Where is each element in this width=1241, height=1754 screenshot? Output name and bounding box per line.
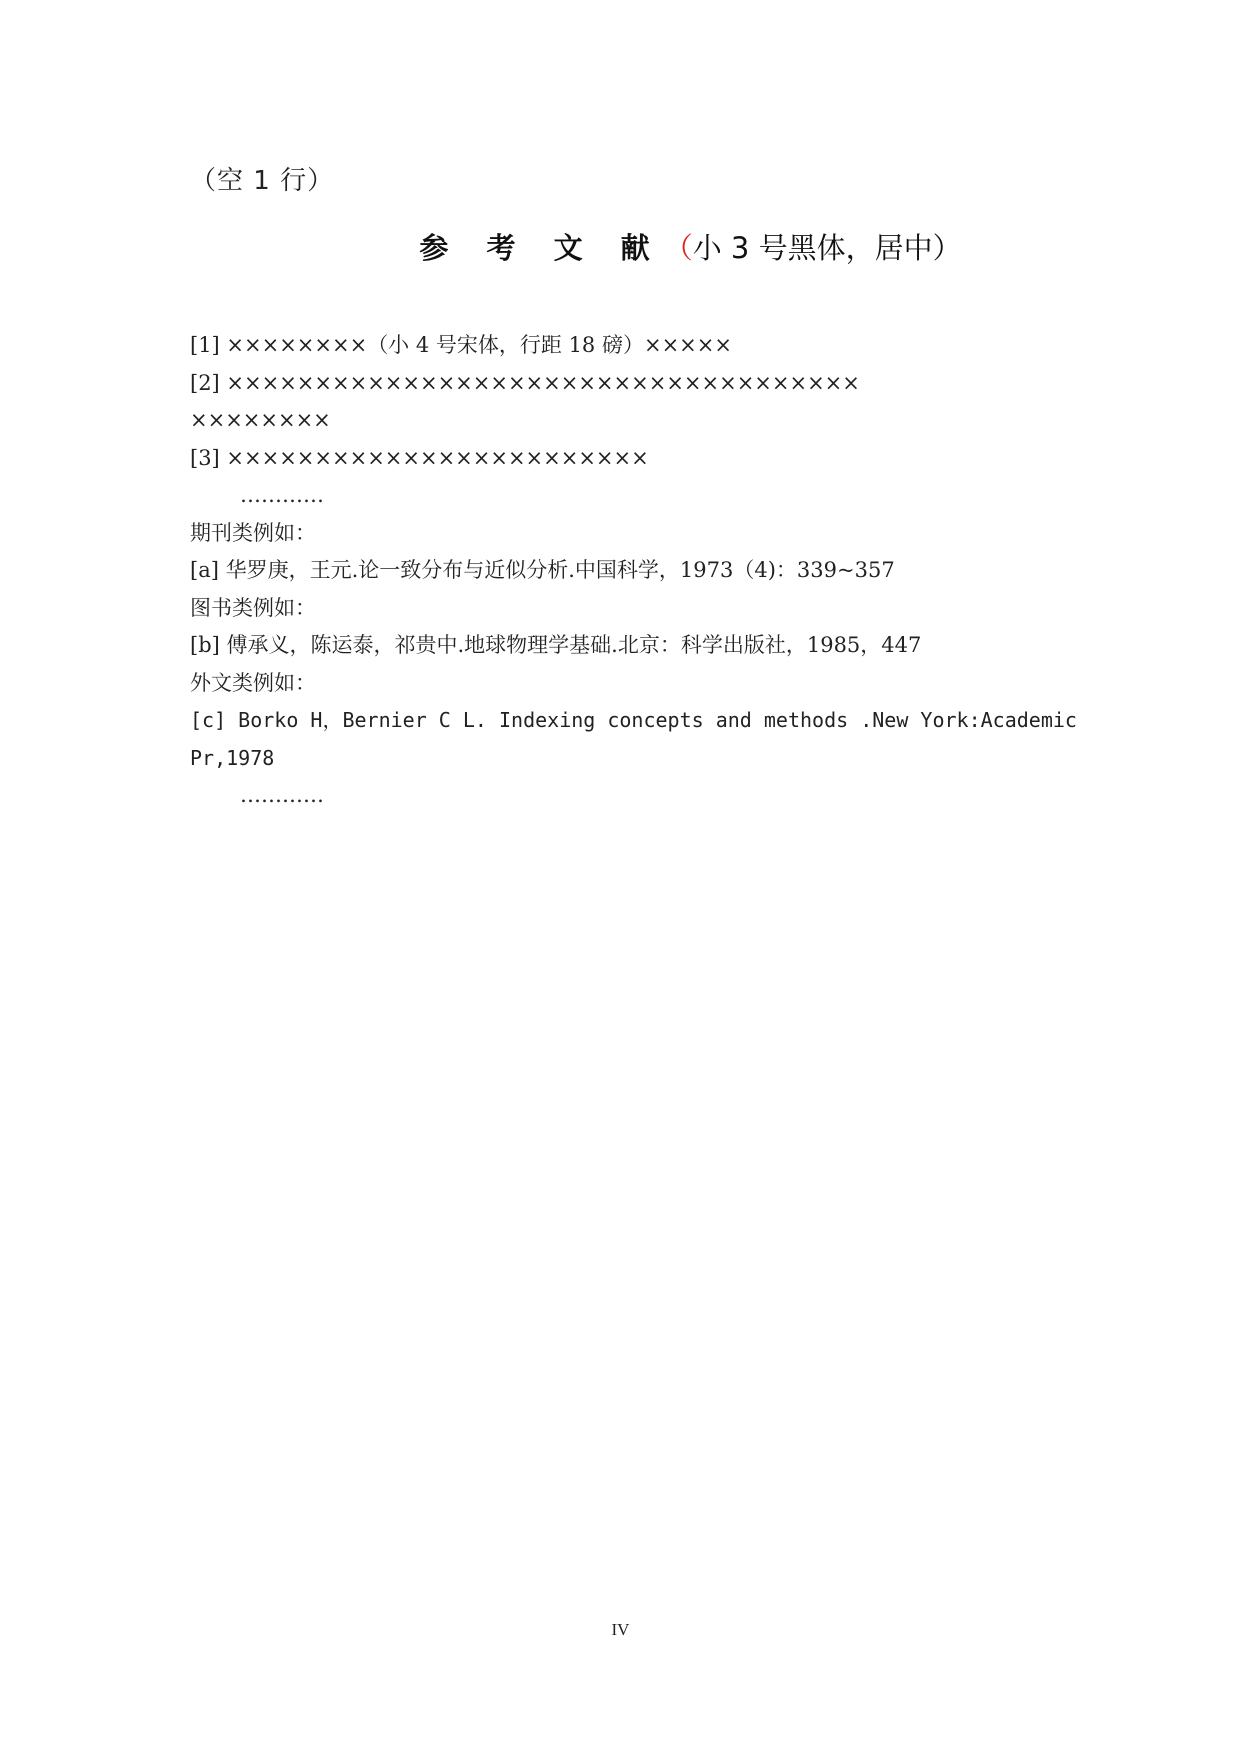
reference-list xyxy=(190,327,1120,815)
ellipsis-1: ………… xyxy=(240,483,324,507)
reference-c-line-2: Pr,1978 xyxy=(190,745,275,770)
reference-1: [1] ××××××××（小 4 号宋体，行距 18 磅）××××× xyxy=(190,333,732,357)
book-example-label: 图书类例如： xyxy=(190,595,316,620)
heading-format-note: 小 3 号黑体，居中） xyxy=(692,231,962,265)
heading-paren-open: （ xyxy=(663,231,693,265)
ellipsis-2: ………… xyxy=(240,783,324,807)
reference-2-line-2: ×××××××× xyxy=(190,408,331,432)
references-heading xyxy=(0,226,1241,267)
reference-3: [3] ×××××××××××××××××××××××× xyxy=(190,445,649,470)
reference-c-line-1: [c] Borko H，Bernier C L. Indexing concepts and methods .New York:Academic xyxy=(190,708,1077,732)
journal-example-label: 期刊类例如： xyxy=(190,520,316,545)
page-number: IV xyxy=(611,1620,630,1639)
heading-title: 参 考 文 献 xyxy=(419,231,664,265)
reference-2-line-1: [2] ×××××××××××××××××××××××××××××××××××× xyxy=(190,370,860,395)
foreign-example-label: 外文类例如： xyxy=(190,670,316,695)
reference-a: [a] 华罗庚，王元.论一致分布与近似分析.中国科学，1973（4)：339~357 xyxy=(190,558,895,582)
blank-line-note: （空 1 行） xyxy=(190,166,335,196)
reference-b: [b] 傅承义，陈运泰，祁贵中.地球物理学基础.北京：科学出版社，1985，447 xyxy=(190,633,922,657)
